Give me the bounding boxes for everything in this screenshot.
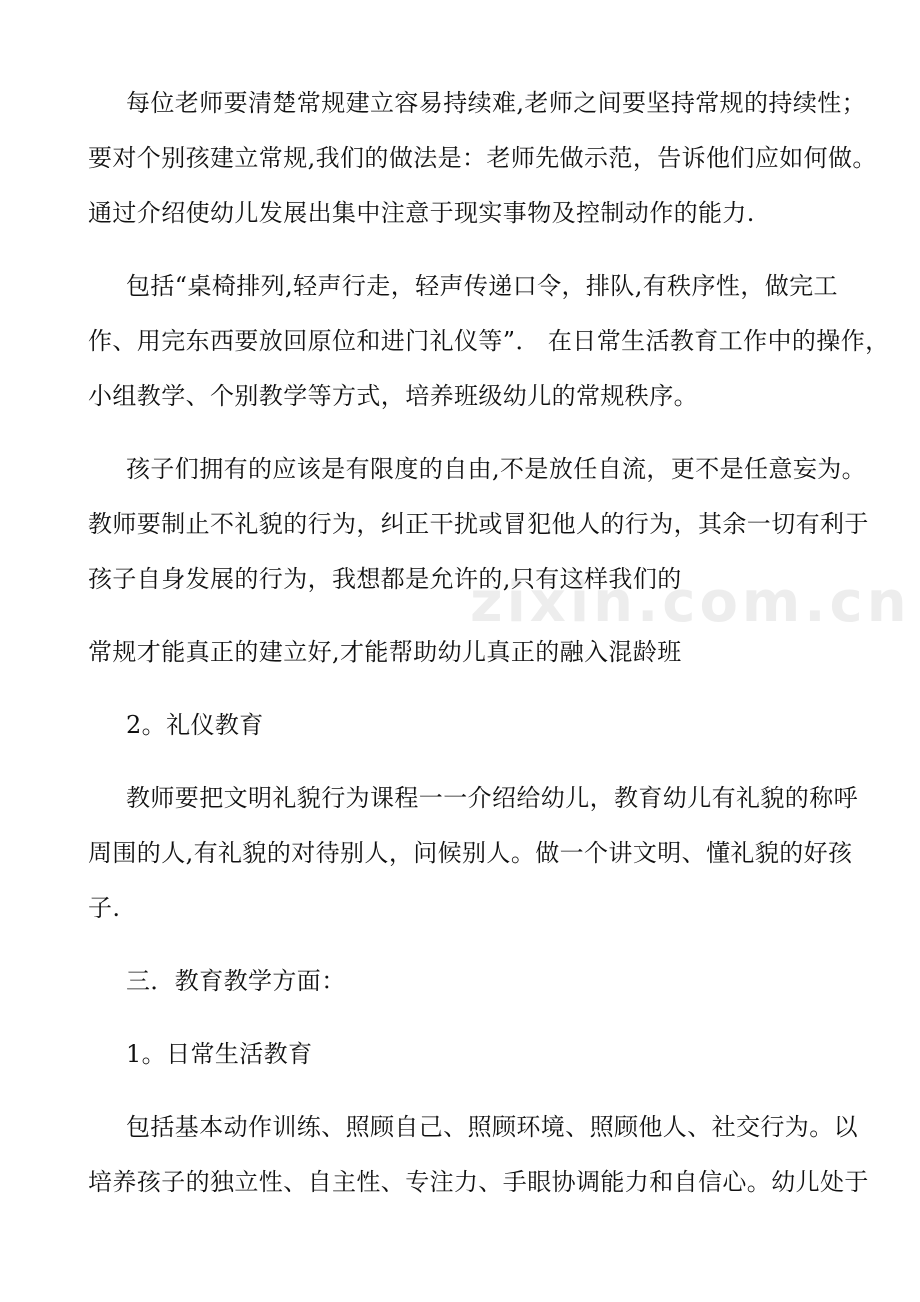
section-heading-etiquette: 2。礼仪教育 — [126, 711, 264, 739]
section-heading-teaching: 三．教育教学方面： — [126, 967, 346, 995]
watermark: zixin.com.cn — [470, 570, 911, 635]
paragraph-2-line-2: 作、用完东西要放回原位和进门礼仪等”． 在日常生活教育工作中的操作， — [88, 327, 890, 355]
paragraph-3-line-1: 孩子们拥有的应该是有限度的自由,不是放任自流，更不是任意妄为。 — [126, 455, 867, 483]
paragraph-6-line-1: 包括基本动作训练、照顾自己、照顾环境、照顾他人、社交行为。以 — [126, 1113, 858, 1141]
paragraph-4-line-1: 常规才能真正的建立好,才能帮助幼儿真正的融入混龄班 — [88, 638, 682, 666]
paragraph-1-line-2: 要对个别孩建立常规,我们的做法是：老师先做示范，告诉他们应如何做。 — [88, 144, 877, 172]
paragraph-5-line-3: 子. — [88, 894, 121, 922]
paragraph-2-line-3: 小组教学、个别教学等方式，培养班级幼儿的常规秩序。 — [88, 382, 698, 410]
section-heading-daily-life: 1。日常生活教育 — [126, 1040, 313, 1068]
paragraph-5-line-1: 教师要把文明礼貌行为课程一一介绍给幼儿，教育幼儿有礼貌的称呼 — [126, 784, 858, 812]
paragraph-1-line-3: 通过介绍使幼儿发展出集中注意于现实事物及控制动作的能力. — [88, 199, 755, 227]
paragraph-5-line-2: 周围的人,有礼貌的对待别人，问候别人。做一个讲文明、懂礼貌的好孩 — [88, 839, 853, 867]
paragraph-3-line-2: 教师要制止不礼貌的行为，纠正干扰或冒犯他人的行为，其余一切有利于 — [88, 510, 869, 538]
paragraph-6-line-2: 培养孩子的独立性、自主性、专注力、手眼协调能力和自信心。幼儿处于 — [88, 1168, 869, 1196]
paragraph-2-line-1: 包括“桌椅排列,轻声行走，轻声传递口令，排队,有秩序性，做完工 — [126, 272, 838, 300]
paragraph-3-line-3: 孩子自身发展的行为，我想都是允许的,只有这样我们的 — [88, 565, 682, 593]
paragraph-1-line-1: 每位老师要清楚常规建立容易持续难,老师之间要坚持常规的持续性； — [126, 89, 867, 117]
